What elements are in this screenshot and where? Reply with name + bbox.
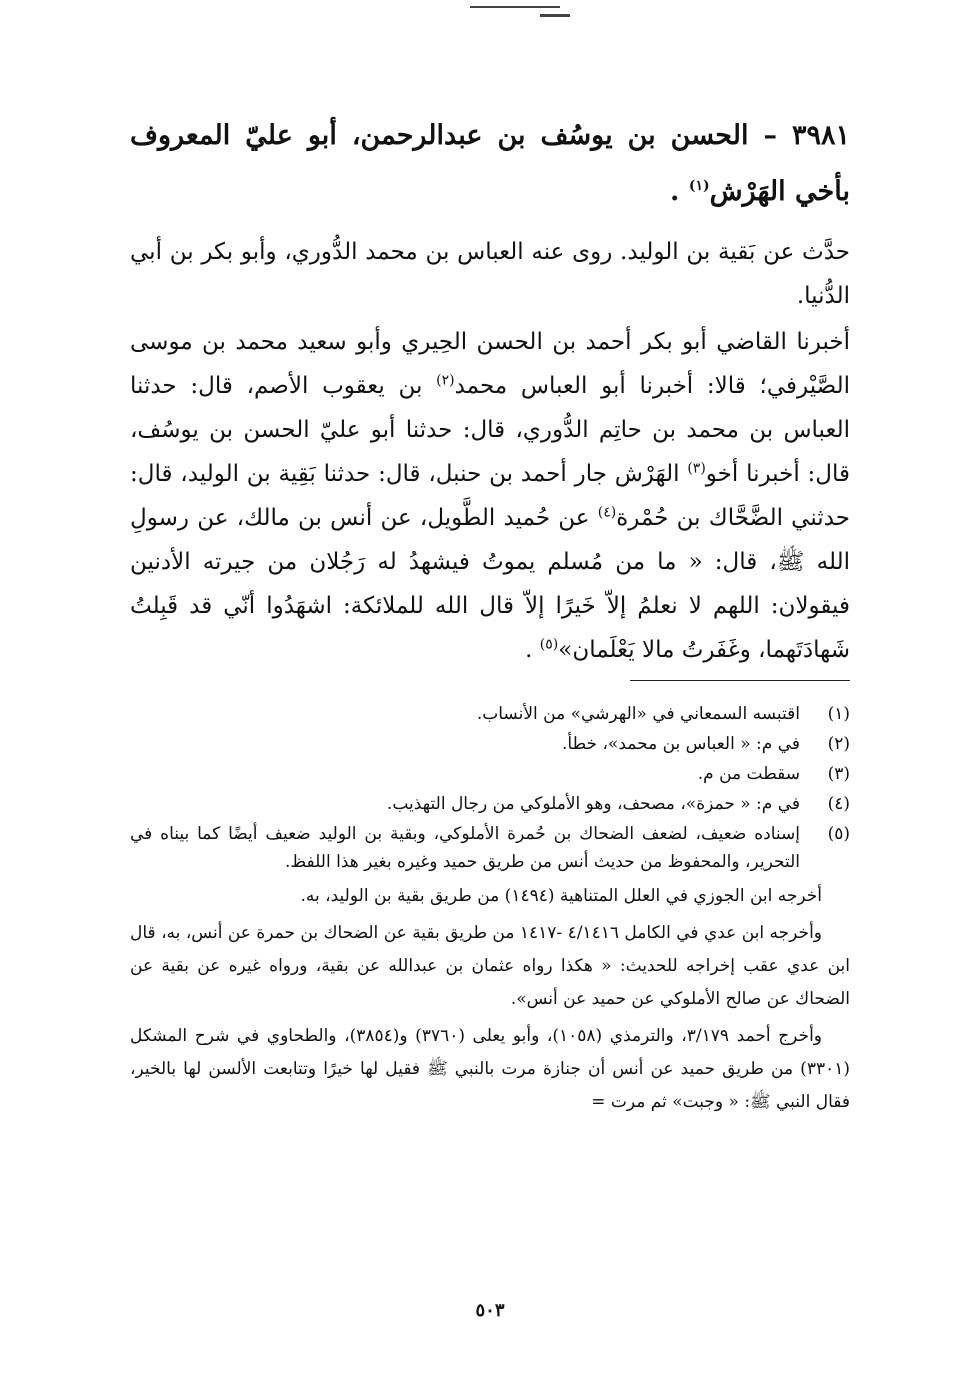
- matn-part: عن حُميد الطَّويل، عن أنس بن مالك، عن رسولِ الله ﷺ، قال: « ما من مُسلم يموتُ فيشهدُ له رَجُلان من جيرته الأدنين فيقولان: اللهم لا نعلمُ إلاّ خَيرًا إلاّ قال الله للملائكة: اشهَدُوا أنّي قد قَبِلتُ شَهادَتَهما، وغَفَرتُ مالا يَعْلَمان»: [130, 505, 850, 663]
- footnote-number: (١): [827, 704, 850, 724]
- footnote: [130, 820, 850, 876]
- footnote-ref: (٥): [539, 636, 559, 653]
- footnote: [130, 790, 850, 818]
- footnote: [130, 730, 850, 758]
- footnote-text: إسناده ضعيف، لضعف الضحاك بن حُمرة الأملوكي، وبقية بن الوليد ضعيف أيضًا كما بيناه في التحرير، والمحفوظ من حديث أنس من طريق حميد وغيره بغير هذا اللفظ.: [130, 824, 800, 872]
- hadith-paragraph: [130, 320, 850, 672]
- footnote: [130, 760, 850, 788]
- footnote: [130, 700, 850, 728]
- footnote-text: اقتبسه السمعاني في «الهرشي» من الأنساب.: [476, 704, 800, 724]
- footnote-ref: (٣): [687, 460, 706, 477]
- heading-end: .: [670, 176, 689, 207]
- footnote-continuation: أخرجه ابن الجوزي في العلل المتناهية (١٤٩٤) من طريق بقية بن الوليد، به.: [300, 886, 822, 906]
- footnote-number: (٣): [827, 764, 850, 784]
- footnote-number: (٢): [827, 734, 850, 754]
- footnote-continuation: وأخرجه ابن عدي في الكامل ٤/١٤١٦ -١٤١٧ من طريق بقية عن الضحاك بن حمرة عن أنس، به، قال ابن عدي عقب إخراجه للحديث: « هكذا رواه عثمان بن عبدالله عن بقية، ورواه غيره عن بقية عن الضحاك عن صالح الأملوكي عن حميد عن أنس».: [130, 923, 850, 1009]
- paragraph-end: .: [525, 637, 540, 663]
- isnad-part: أخبرنا القاضي أبو بكر أحمد بن الحسن الحِيري وأبو سعيد محمد بن موسى الصَّيْرفي؛ قالا: أخبرنا أبو العباس محمد: [130, 329, 850, 399]
- footnote-number: (٥): [827, 824, 850, 844]
- footnote-text: سقطت من م.: [697, 764, 800, 784]
- top-rule: [470, 6, 560, 8]
- footnote-separator: [630, 680, 850, 681]
- footnotes: [130, 700, 850, 1123]
- entry-heading: [130, 108, 850, 220]
- footnote-ref: (٤): [597, 504, 617, 521]
- footnote-ref: (٢): [436, 372, 455, 389]
- isnad-part: بن يعقوب الأصم، قال: حدثنا العباس بن محمد بن حاتِم الدُّوري، قال: حدثنا أبو عليّ الحسن بن يوسُف، قال: أخبرنا أخو: [130, 373, 850, 487]
- entry-heading-text: ٣٩٨١ – الحسن بن يوسُف بن عبدالرحمن، أبو عليّ المعروف بأخي الهَرْش: [130, 120, 850, 207]
- footnote-text: في م: « حمزة»، مصحف، وهو الأملوكي من رجال التهذيب.: [386, 794, 800, 814]
- footnote-ref: (١): [688, 178, 710, 194]
- top-mark: [540, 14, 570, 17]
- isnad-part: الهَرْش جار أحمد بن حنبل، قال: حدثنا بَقِية بن الوليد، قال: حدثني الضَّحَّاك بن حُمْرة: [130, 461, 850, 531]
- narration-paragraph: حدَّث عن بَقية بن الوليد. روى عنه العباس بن محمد الدُّوري، وأبو بكر بن أبي الدُّنيا.: [130, 239, 850, 309]
- footnote-continuation: وأخرج أحمد ٣/١٧٩، والترمذي (١٠٥٨)، وأبو يعلى (٣٧٦٠) و(٣٨٥٤)، والطحاوي في شرح المشكل (٣٣٠١) من طريق حميد عن أنس أن جنازة مرت بالنبي ﷺ فقيل لها خيرًا وتتابعت الألسن لها بالخير، فقال النبي ﷺ: « وجبت» ثم مرت =: [130, 1026, 850, 1112]
- footnote-text: في م: « العباس بن محمد»، خطأ.: [562, 734, 800, 754]
- footnote-number: (٤): [827, 794, 850, 814]
- page-number: ٥٠٣: [475, 1300, 505, 1321]
